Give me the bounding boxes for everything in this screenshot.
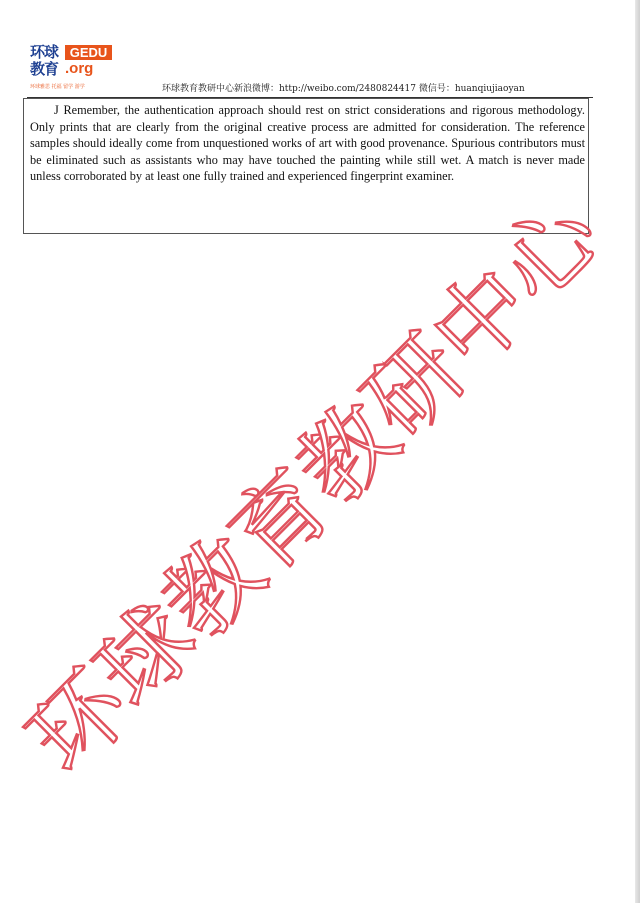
watermark-text: 环球教育教研中心 <box>7 197 604 794</box>
logo-tagline: 环球雅思 托福 留学 游学 <box>30 84 85 90</box>
paragraph-j <box>30 102 585 185</box>
paragraph-label: J <box>54 103 59 117</box>
paragraph-text: Remember, the authentication approach should rest on strict considerations and rigorous methodology. Only prints that are clearly from the original creative process are admitted for consideration. The reference samples should ideally come from unquestioned works of art with good provenance. Spurious contributors must be eliminated such as assistants who may have touched the painting while still wet. A match is never made unless corroborated by at least one fully trained and experienced fingerprint examiner. <box>30 103 586 184</box>
logo-badge: GEDU <box>65 45 112 60</box>
header-info: 环球教育教研中心新浪微博：http://weibo.com/2480824417 微信号：huanqiujiaoyan <box>162 84 525 94</box>
page-edge <box>635 0 640 903</box>
logo-domain: .org <box>65 60 94 77</box>
logo-text-line2: 教育 <box>30 60 59 78</box>
gedu-logo <box>30 44 114 94</box>
logo-text-line1: 环球 <box>30 43 59 61</box>
paragraph-box <box>23 98 589 234</box>
